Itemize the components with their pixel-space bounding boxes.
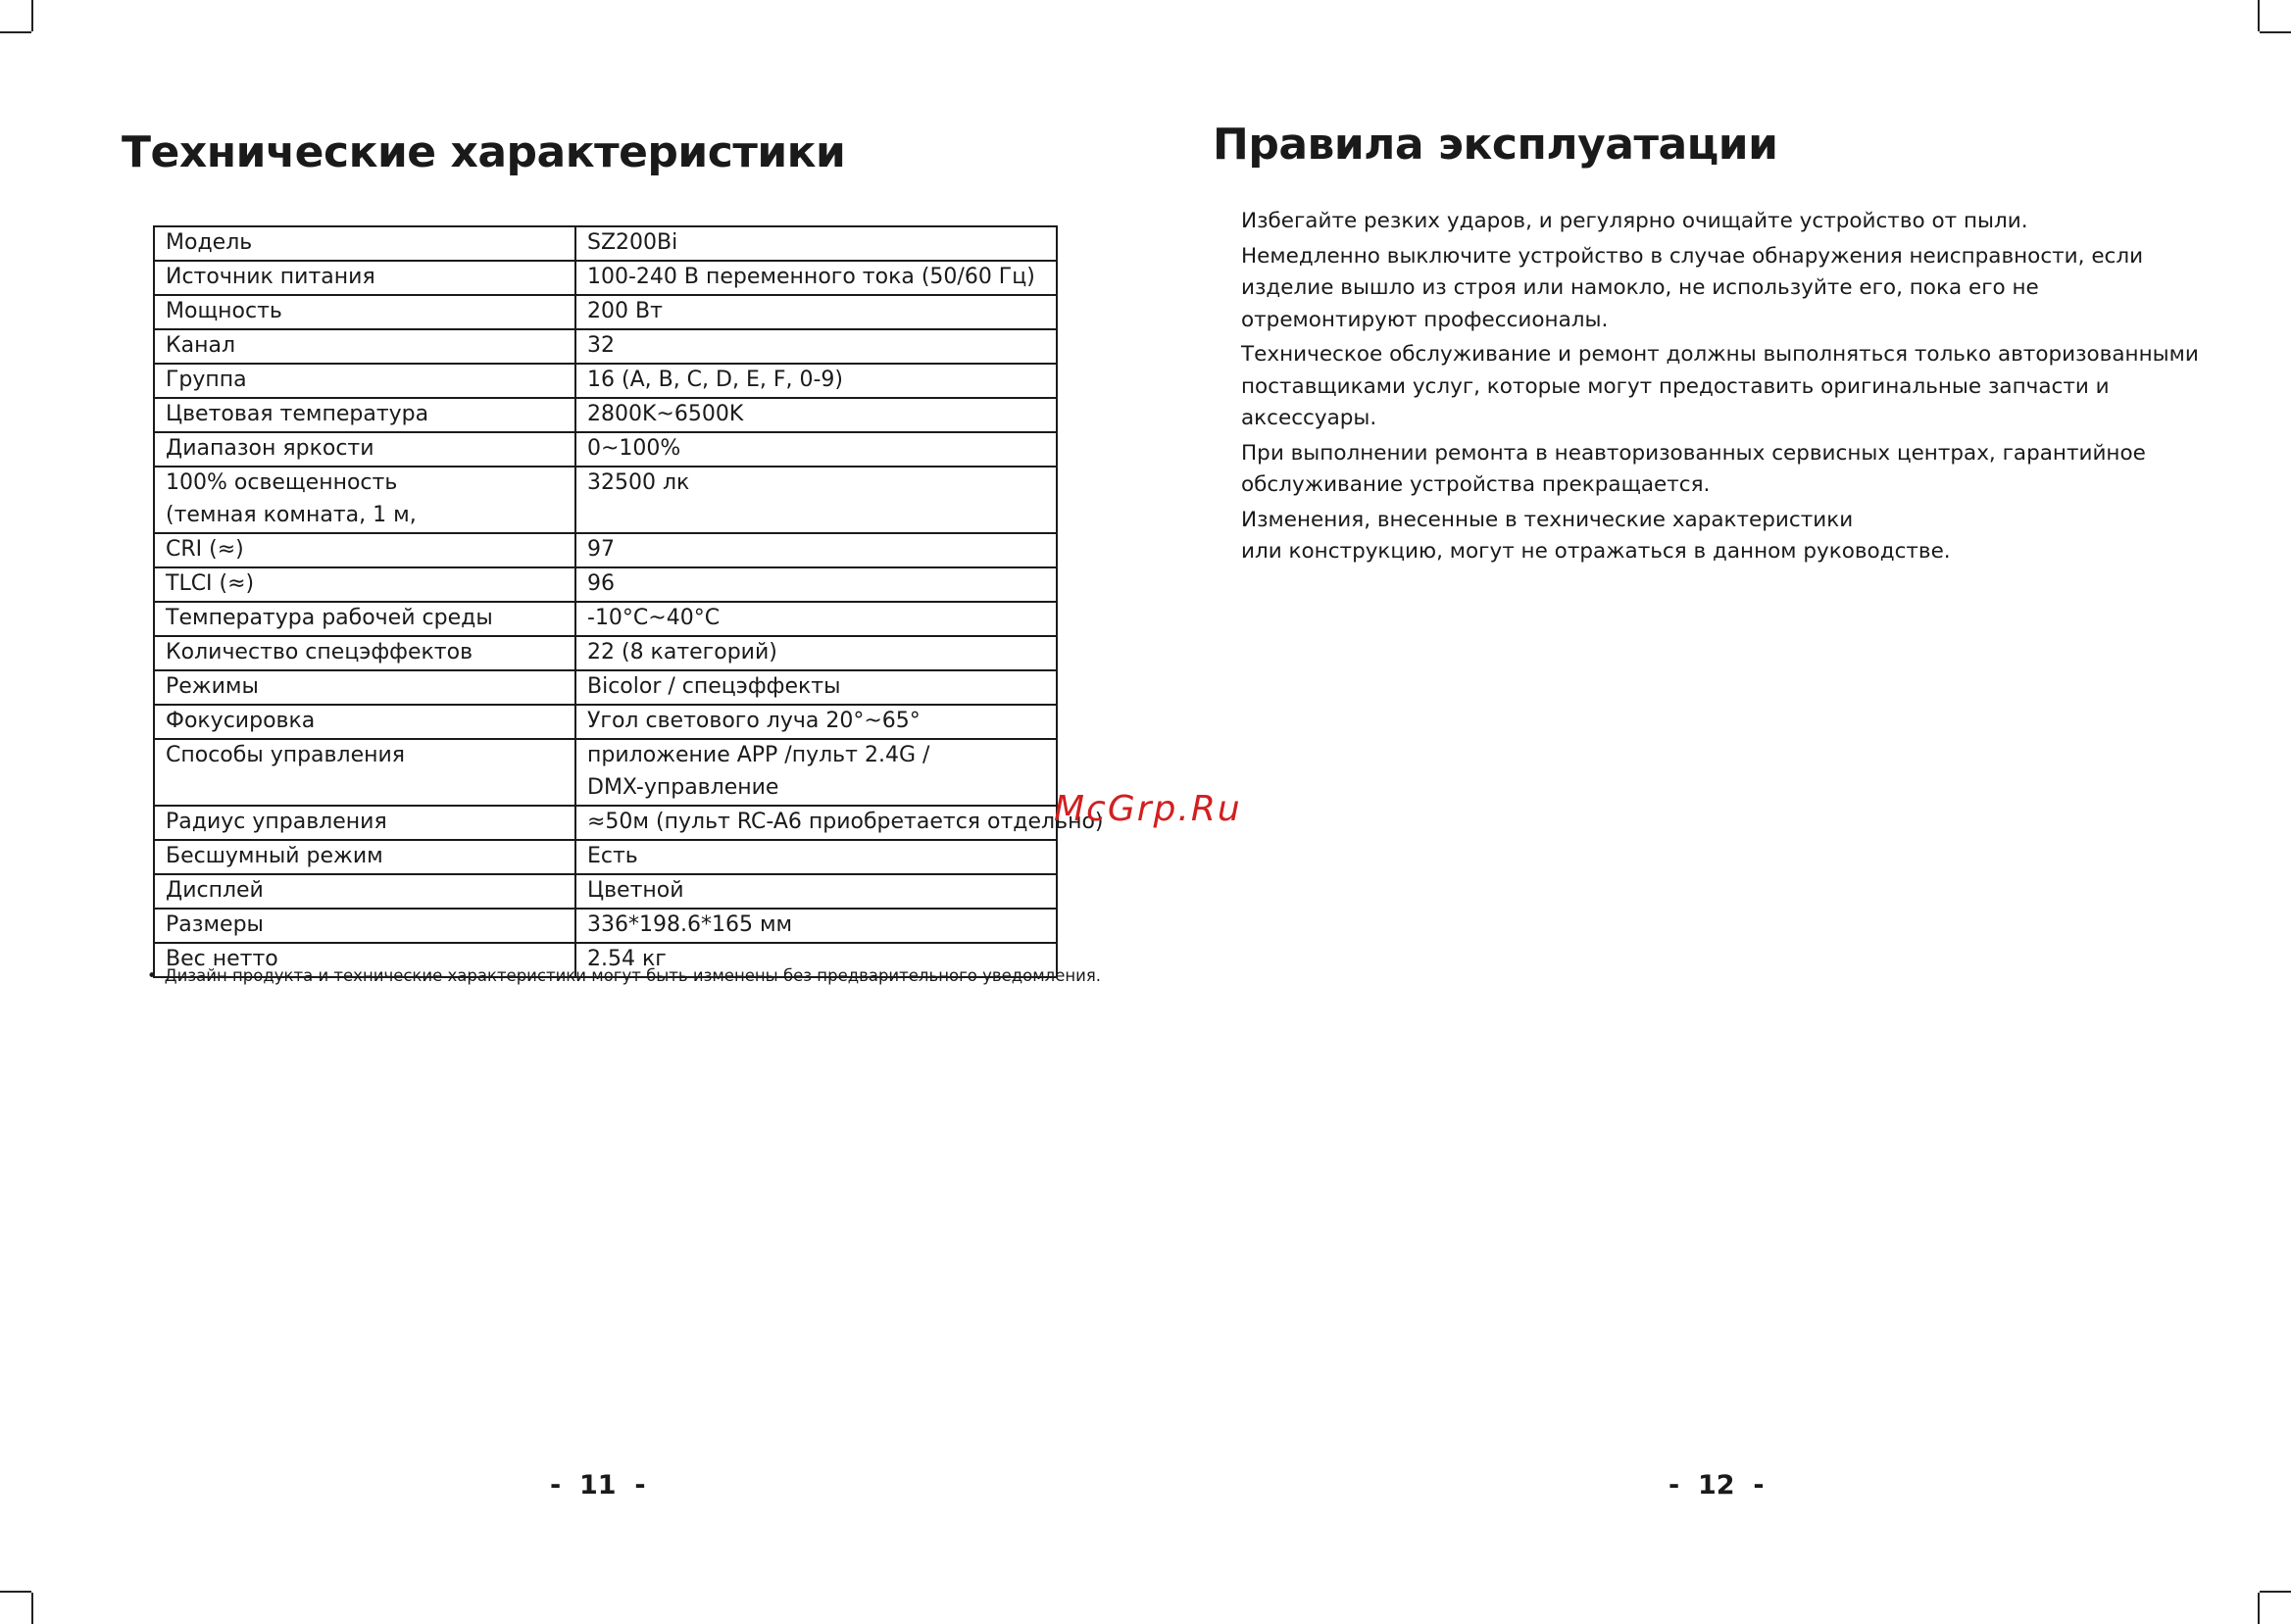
spec-row [154, 567, 1057, 602]
spec-value [575, 467, 1057, 533]
spec-row [154, 636, 1057, 670]
spec-value-line: 336*198.6*165 мм [587, 912, 793, 937]
spec-label-line: Мощность [166, 299, 282, 323]
spec-value-line: Угол светового луча 20°~65° [587, 709, 921, 733]
spec-label [154, 467, 575, 533]
spec-label [154, 705, 575, 739]
disclaimer-note [147, 966, 1101, 985]
rule-paragraph [1241, 241, 2231, 337]
spec-value-line: DMX-управление [587, 775, 779, 800]
rule-line: Техническое обслуживание и ремонт должны выполняться только авторизованными [1241, 342, 2199, 367]
spec-label-line: Источник питания [166, 265, 375, 289]
spec-value-line: -10°C~40°C [587, 606, 721, 630]
spec-label [154, 739, 575, 806]
spec-label-line: 100% освещенность [166, 470, 398, 495]
spec-value-line: 2.54 кг [587, 947, 667, 971]
spec-value-line: Цветной [587, 878, 684, 903]
spec-label [154, 602, 575, 636]
spec-value [575, 909, 1057, 943]
spec-table-body [154, 226, 1104, 977]
spec-row [154, 739, 1057, 806]
spec-row [154, 533, 1057, 567]
rule-paragraph [1241, 206, 2231, 238]
spec-label-line: Дисплей [166, 878, 264, 903]
rule-line: или конструкцию, могут не отражаться в данном руководстве. [1241, 539, 1951, 564]
spec-row [154, 806, 1057, 840]
spec-value-line: Bicolor / спецэффекты [587, 674, 841, 699]
disclaimer-text: Дизайн продукта и технические характеристики могут быть изменены без предварительного уведомления. [164, 966, 1102, 985]
spec-label-line: Диапазон яркости [166, 436, 374, 461]
spec-row [154, 329, 1057, 364]
spec-label-line: Размеры [166, 912, 264, 937]
spec-label-line: Группа [166, 368, 247, 392]
rule-line: аксессуары. [1241, 406, 1377, 430]
spec-label-line: Температура рабочей среды [166, 606, 493, 630]
spec-value [575, 739, 1057, 806]
spec-table [153, 225, 1104, 978]
spec-value [575, 874, 1057, 909]
spec-value-line: 100-240 В переменного тока (50/60 Гц) [587, 265, 1035, 289]
rule-line: Немедленно выключите устройство в случае обнаружения неисправности, если [1241, 243, 2144, 269]
spec-value [575, 602, 1057, 636]
crop-mark [2258, 1593, 2260, 1624]
spec-value [575, 533, 1057, 567]
spec-value [575, 567, 1057, 602]
spec-value-line: приложение APP /пульт 2.4G / [587, 743, 930, 767]
spec-label [154, 295, 575, 329]
spec-label-line: Количество спецэффектов [166, 640, 473, 664]
spec-label [154, 909, 575, 943]
spec-label-line: Способы управления [166, 743, 406, 767]
spec-label-line: TLCI (≈) [166, 571, 255, 596]
crop-mark [0, 31, 31, 33]
spec-label [154, 636, 575, 670]
spec-value-line: 22 (8 категорий) [587, 640, 777, 664]
spec-label-line: Режимы [166, 674, 259, 699]
spec-value-line: Есть [587, 844, 638, 868]
spec-row [154, 670, 1057, 705]
spec-value [575, 398, 1057, 432]
crop-mark [31, 0, 33, 31]
spec-label [154, 432, 575, 467]
spec-label-line: CRI (≈) [166, 537, 244, 562]
spec-value [575, 295, 1057, 329]
crop-mark [31, 1593, 33, 1624]
spec-label-line: Бесшумный режим [166, 844, 383, 868]
spec-value [575, 636, 1057, 670]
spec-value [575, 432, 1057, 467]
rule-line: поставщиками услуг, которые могут предоставить оригинальные запчасти и [1241, 373, 2110, 399]
spec-row [154, 840, 1057, 874]
spec-label-line: Вес нетто [166, 947, 278, 971]
spec-label [154, 840, 575, 874]
rule-line: Избегайте резких ударов, и регулярно очищайте устройство от пыли. [1241, 209, 2028, 233]
spec-row [154, 261, 1057, 295]
spec-label [154, 329, 575, 364]
spec-label-line: Модель [166, 230, 253, 255]
bullet-marker: • [147, 966, 157, 985]
spec-row [154, 705, 1057, 739]
spec-label-line: Цветовая температура [166, 402, 429, 426]
spec-value [575, 261, 1057, 295]
rule-line: отремонтируют профессионалы. [1241, 307, 1609, 332]
spec-value-line: 32 [587, 333, 615, 358]
crop-mark [2260, 31, 2291, 33]
spec-value-line: 2800K~6500K [587, 402, 744, 426]
spec-row [154, 602, 1057, 636]
spec-row [154, 432, 1057, 467]
spec-value-line: 16 (A, B, C, D, E, F, 0-9) [587, 368, 844, 392]
spec-label-line: Радиус управления [166, 810, 387, 834]
spec-row [154, 295, 1057, 329]
spec-value [575, 840, 1057, 874]
page-title: Технические характеристики [122, 127, 846, 177]
spec-row [154, 909, 1057, 943]
spec-value [575, 226, 1057, 261]
page-title: Правила эксплуатации [1213, 120, 1778, 170]
spec-value-line: 0~100% [587, 436, 681, 461]
rule-line: Изменения, внесенные в технические характеристики [1241, 507, 1854, 532]
spec-value-line: 96 [587, 571, 615, 596]
spec-label [154, 806, 575, 840]
spec-value [575, 705, 1057, 739]
spec-label [154, 398, 575, 432]
spec-label [154, 567, 575, 602]
spec-row [154, 874, 1057, 909]
rule-paragraph [1241, 339, 2231, 435]
spec-value-line: ≈50м (пульт RC-A6 приобретается отдельно) [587, 810, 1104, 834]
rule-line: изделие вышло из строя или намокло, не используйте его, пока его не [1241, 275, 2039, 300]
spec-value-line: 97 [587, 537, 615, 562]
spec-row [154, 226, 1057, 261]
spec-row [154, 398, 1057, 432]
spec-label [154, 261, 575, 295]
page-number-left: - 11 - [550, 1470, 646, 1501]
spec-label-line: Канал [166, 333, 236, 358]
spec-label-line: Фокусировка [166, 709, 316, 733]
spec-value [575, 364, 1057, 398]
spec-value [575, 329, 1057, 364]
crop-mark [2258, 0, 2260, 31]
spec-label [154, 670, 575, 705]
crop-mark [0, 1591, 31, 1593]
rule-line: обслуживание устройства прекращается. [1241, 472, 1711, 497]
spec-value [575, 806, 1104, 840]
operating-rules [1241, 206, 2231, 571]
spec-label-line: (темная комната, 1 м, [166, 503, 417, 527]
spec-row [154, 467, 1057, 533]
spec-value-line: 32500 лк [587, 470, 690, 495]
spec-label [154, 226, 575, 261]
spec-row [154, 364, 1057, 398]
spec-label [154, 533, 575, 567]
watermark: McGrp.Ru [1054, 789, 1242, 829]
spec-value-line: SZ200Bi [587, 230, 678, 255]
spec-value-line: 200 Вт [587, 299, 663, 323]
rule-paragraph [1241, 505, 2231, 568]
spec-value [575, 670, 1057, 705]
page-number-right: - 12 - [1668, 1470, 1765, 1501]
rule-line: При выполнении ремонта в неавторизованных сервисных центрах, гарантийное [1241, 440, 2146, 466]
crop-mark [2260, 1591, 2291, 1593]
rule-paragraph [1241, 438, 2231, 502]
spec-label [154, 364, 575, 398]
spec-label [154, 874, 575, 909]
